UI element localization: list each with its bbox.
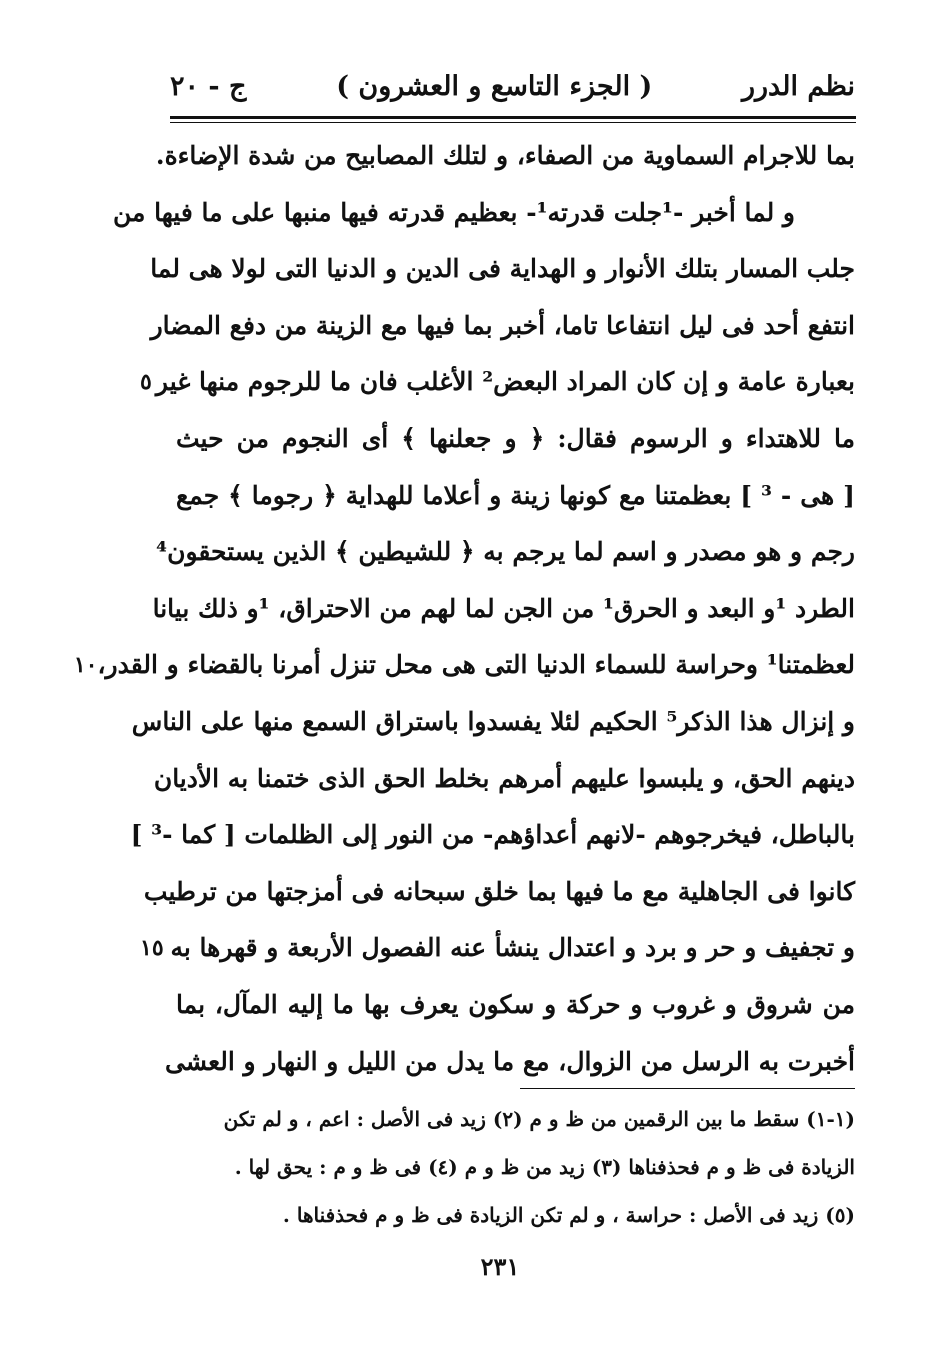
text-line: ما للاهتداء و الرسوم فقال: ﴿ و جعلنها ﴾ أى النجوم من حيث xyxy=(140,411,855,468)
line-number xyxy=(140,128,156,185)
text-line: أخبرت به الرسل من الزوال، مع ما يدل من الليل و النهار و العشى xyxy=(140,1034,855,1091)
part-title: ( الجزء التاسع و العشرون ) xyxy=(336,70,653,102)
line-number xyxy=(140,977,176,1034)
line-number xyxy=(140,864,144,921)
line-number: ١٠ xyxy=(73,652,98,679)
footnote-line: الزيادة فى ظ و م فحذفناها (٣) زيد من ظ و م (٤) فى ظ و م : يحق لها . xyxy=(234,1155,855,1179)
book-title: نظم الدرر xyxy=(741,70,855,102)
line-number xyxy=(140,468,176,525)
line-number xyxy=(140,524,156,581)
line-number xyxy=(140,298,151,355)
text-line: الطرد ¹و البعد و الحرق¹ من الجن لما لهم من الاحتراق، ¹و ذلك بيانا xyxy=(140,581,855,638)
text-line: بعبارة عامة و إن كان المراد البعض² الأغلب فان ما للرجوم منها غير ٥ xyxy=(140,354,855,411)
main-text xyxy=(73,128,856,1090)
volume-label: ج - ٢٠ xyxy=(170,70,247,102)
line-number xyxy=(140,411,176,468)
line-number xyxy=(140,241,150,298)
text-line: كانوا فى الجاهلية مع ما فيها بما خلق سبحانه فى أمزجتها من ترطيب xyxy=(140,864,855,921)
footnote-line: (٥) زيد فى الأصل : حراسة ، و لم تكن الزيادة فى ظ و م فحذفناها . xyxy=(282,1203,855,1227)
text-line: رجم و هو مصدر و اسم لما يرجم به ﴿ للشيطين ﴾ الذين يستحقون⁴ xyxy=(140,524,855,581)
text-line: جلب المسار بتلك الأنوار و الهداية فى الدين و الدنيا التى لولا هى لما xyxy=(140,241,855,298)
text-line: و إنزال هذا الذكر⁵ الحكيم لئلا يفسدوا باستراق السمع منها على الناس xyxy=(131,706,855,736)
line-number xyxy=(140,1034,165,1091)
text-line: دينهم الحق، و يلبسوا عليهم أمرهم بخلط الحق الذى ختمنا به الأديان xyxy=(140,751,855,808)
text-line: انتفع أحد فى ليل انتفاعا تاما، أخبر بما فيها مع الزينة من دفع المضار xyxy=(140,298,855,355)
line-number: ٥ xyxy=(140,369,152,396)
line-number xyxy=(140,581,153,638)
footnote-line: (١-١) سقط ما بين الرقمين من ظ و م (٢) زيد فى الأصل : اعم ، و لم تكن xyxy=(223,1107,855,1131)
text-line: بالباطل، فيخرجوهم -لانهم أعداؤهم- من النور إلى الظلمات [ كما -³ ] xyxy=(130,820,855,850)
text-line: و لما أخبر -¹جلت قدرته¹- بعظيم قدرته فيها منبها على ما فيها من xyxy=(113,197,795,227)
text-line: و تجفيف و حر و برد و اعتدال ينشأ عنه الفصول الأربعة و قهرها به ١٥ xyxy=(140,920,855,977)
footnotes xyxy=(190,1095,855,1239)
text-line: من شروق و غروب و حركة و سكون يعرف بها ما إليه المآل، بما xyxy=(140,977,855,1034)
footnote-rule xyxy=(520,1088,855,1089)
text-line: بما للاجرام السماوية من الصفاء، و لتلك المصابيح من شدة الإضاءة. xyxy=(140,128,855,185)
header-rule-thin xyxy=(170,122,856,123)
text-line: [ هى - ³ ] بعظمتنا مع كونها زينة و أعلاما للهداية ﴿ رجوما ﴾ جمع xyxy=(140,468,855,525)
page-number: ٢٣١ xyxy=(480,1252,520,1281)
text-line: لعظمتنا¹ وحراسة للسماء الدنيا التى هى محل تنزل أمرنا بالقضاء و القدر، ١٠ xyxy=(140,637,855,694)
running-header xyxy=(170,62,855,110)
header-rule-thick xyxy=(170,116,856,119)
line-number xyxy=(140,751,154,808)
line-number: ١٥ xyxy=(140,935,164,962)
